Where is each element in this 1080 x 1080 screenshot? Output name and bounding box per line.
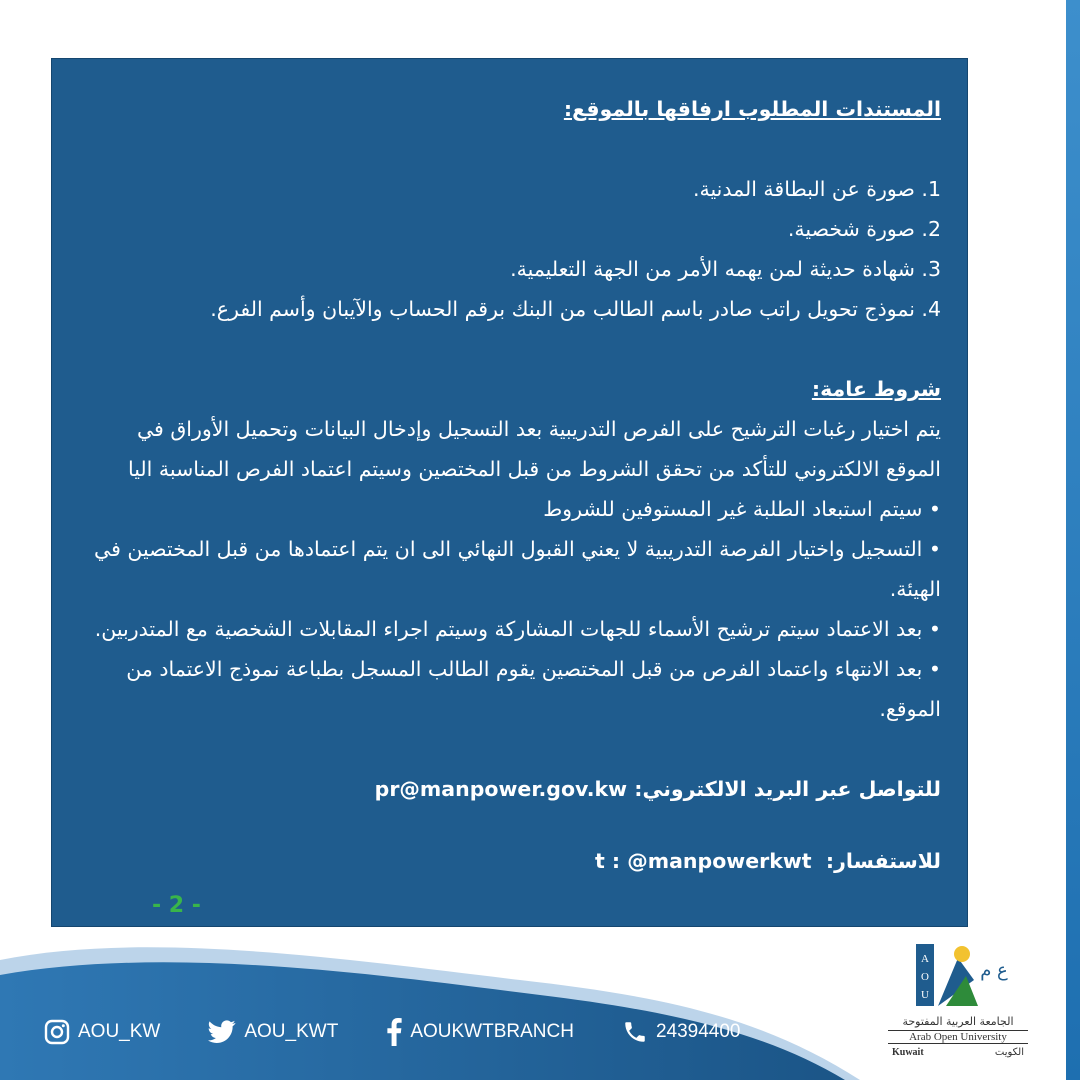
facebook-handle: AOUKWTBRANCH (410, 1021, 574, 1042)
docs-item-3: 3. شهادة حديثة لمن يهمه الأمر من الجهة التعليمية. (510, 257, 941, 281)
phone-icon (622, 1019, 648, 1045)
inquiry-handle[interactable]: t : @manpowerkwt (594, 849, 812, 873)
terms-heading: شروط عامة: (811, 377, 941, 401)
terms-bullet-3: • بعد الاعتماد سيتم ترشيح الأسماء للجهات المشاركة وسيتم اجراء المقابلات الشخصية مع المتدربين. (94, 617, 941, 641)
phone-link[interactable] (622, 1019, 741, 1045)
instagram-link[interactable] (44, 1019, 160, 1045)
terms-bullet-4: • بعد الانتهاء واعتماد الفرص من قبل المختصين يقوم الطالب المسجل بطباعة نموذج الاعتماد من الموقع. (126, 657, 941, 721)
facebook-icon (386, 1018, 402, 1046)
email-label: للتواصل عبر البريد الالكتروني: (634, 777, 941, 801)
social-contact-row (44, 1012, 788, 1052)
phone-number: 24394400 (655, 1021, 741, 1042)
inquiry-label: للاستفسار: (825, 849, 941, 873)
instagram-handle: AOU_KW (78, 1021, 161, 1042)
docs-item-1: 1. صورة عن البطاقة المدنية. (692, 177, 941, 201)
logo-arabic-name: الجامعة العربية المفتوحة (902, 1015, 1014, 1028)
twitter-link[interactable] (208, 1020, 338, 1044)
panel-content (78, 89, 941, 881)
docs-item-2: 2. صورة شخصية. (787, 217, 941, 241)
right-accent-stripe (1066, 0, 1080, 1080)
logo-english-name: Arab Open University (888, 1030, 1028, 1044)
svg-text:A: A (921, 953, 929, 965)
aou-logo (888, 940, 1028, 1070)
docs-item-4: 4. نموذج تحويل راتب صادر باسم الطالب من البنك برقم الحساب والآيبان وأسم الفرع. (210, 297, 941, 321)
info-panel (51, 58, 968, 927)
logo-kuwait-ar: الكويت (994, 1047, 1024, 1058)
svg-text:U: U (921, 989, 929, 1001)
docs-heading: المستندات المطلوب ارفاقها بالموقع: (563, 97, 941, 121)
aou-emblem-icon (888, 940, 1028, 1010)
facebook-link[interactable] (386, 1018, 574, 1046)
terms-bullet-1: • سيتم استبعاد الطلبة غير المستوفين للشروط (543, 497, 941, 521)
svg-text:O: O (921, 971, 929, 983)
page-number: - 2 - (152, 893, 201, 918)
svg-text:ع م: ع م (980, 960, 1008, 981)
email-address[interactable]: pr@manpower.gov.kw (374, 777, 628, 801)
email-line (78, 769, 941, 809)
twitter-handle: AOU_KWT (244, 1021, 339, 1042)
terms-bullet-2: • التسجيل واختيار الفرصة التدريبية لا يعني القبول النهائي الى ان يتم اعتمادها من قبل المختصين في الهيئة. (93, 537, 941, 601)
inquiry-line (78, 841, 941, 881)
terms-intro: يتم اختيار رغبات الترشيح على الفرص التدريبية بعد التسجيل وإدخال البيانات وتحميل الأوراق في الموقع الالكتروني للتأكد من تحقق الشروط من قبل المختصين وسيتم اعتماد الفرص المناسبة اليا (128, 417, 941, 481)
logo-kuwait-en: Kuwait (892, 1047, 924, 1058)
twitter-icon (208, 1020, 236, 1044)
instagram-icon (44, 1019, 70, 1045)
